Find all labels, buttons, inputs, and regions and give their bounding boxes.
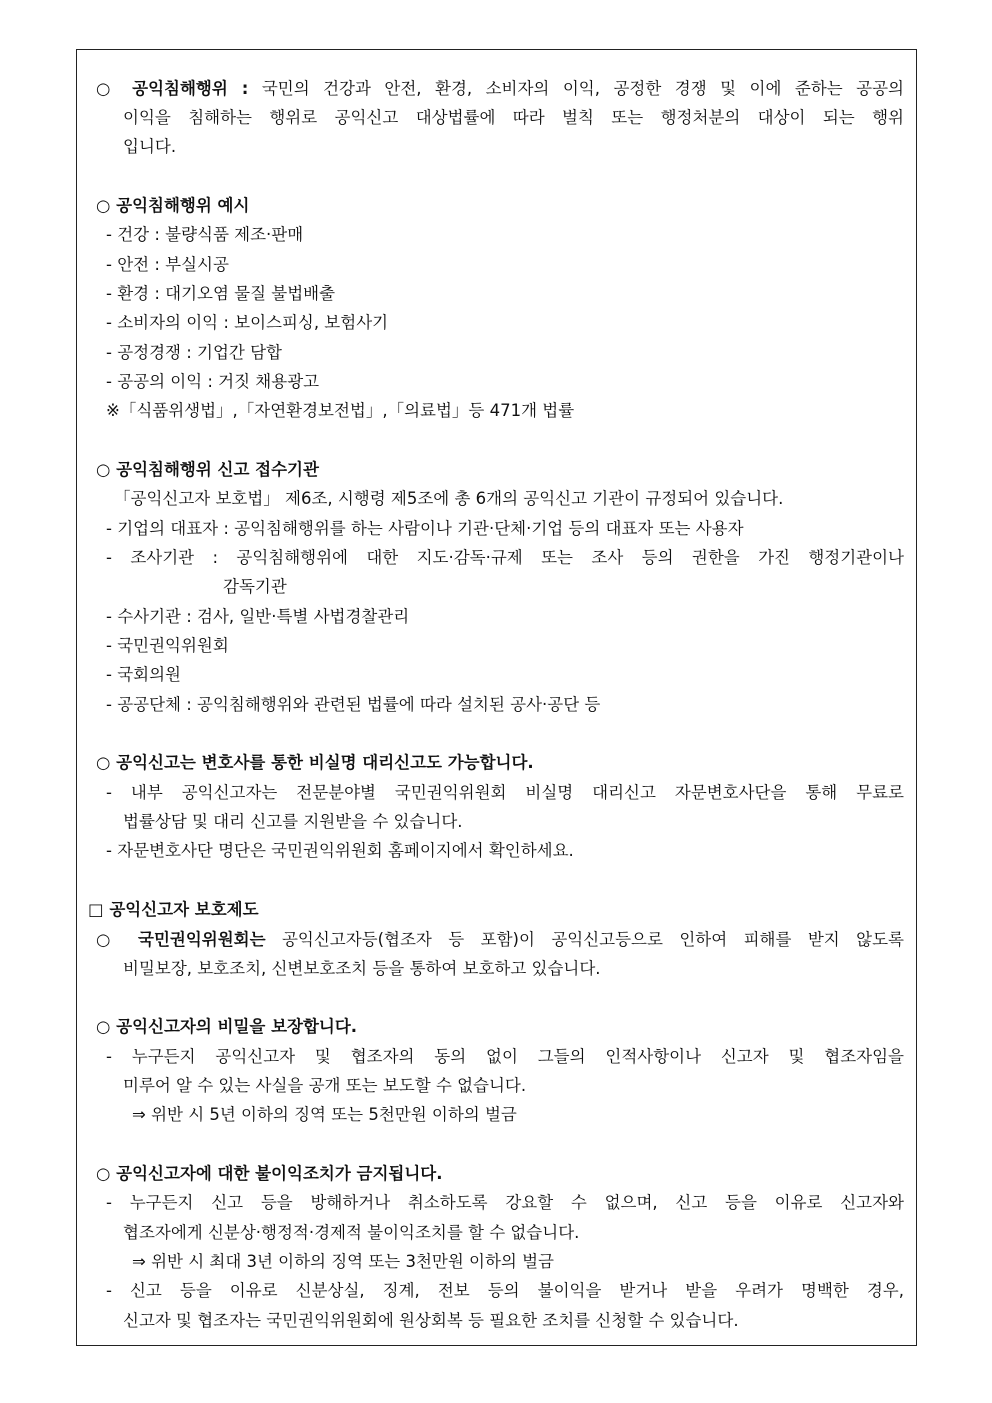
example-item: - 공정경쟁 : 기업간 담합 [106, 343, 282, 362]
retaliation-item: - 신고 등을 이유로 신분상실, 징계, 전보 등의 불이익을 받거나 받을 우려가 명백한 경우, [106, 1281, 904, 1300]
example-item: - 공공의 이익 : 거짓 채용광고 [106, 372, 320, 391]
protection-line-2: 비밀보장, 보호조치, 신변보호조치 등을 통하여 보호하고 있습니다. [123, 959, 601, 978]
protection-line-1: ○ 국민권익위원회는 공익신고자등(협조자 등 포함)이 공익신고등으로 인하여 피해를 받지 않도록 [96, 930, 904, 949]
retaliation-penalty: ⇒ 위반 시 최대 3년 이하의 징역 또는 3천만원 이하의 벌금 [132, 1252, 554, 1271]
confidentiality-penalty: ⇒ 위반 시 5년 이하의 징역 또는 5천만원 이하의 벌금 [132, 1105, 517, 1124]
retaliation-item-continuation: 신고자 및 협조자는 국민권익위원회에 원상회복 등 필요한 조치를 신청할 수 있습니다. [123, 1311, 739, 1330]
agency-item: - 국민권익위원회 [106, 636, 229, 655]
agencies-heading: ○ 공익침해행위 신고 접수기관 [96, 460, 319, 479]
proxy-report-item: - 자문변호사단 명단은 국민권익위원회 홈페이지에서 확인하세요. [106, 841, 574, 860]
definition-line-1: ○ 공익침해행위 : 국민의 건강과 안전, 환경, 소비자의 이익, 공정한 경쟁 및 이에 준하는 공공의 [96, 79, 904, 98]
definition-line-3: 입니다. [123, 137, 177, 156]
agency-item-continuation: 감독기관 [223, 577, 287, 596]
example-item: - 환경 : 대기오염 물질 불법배출 [106, 284, 336, 303]
examples-heading: ○ 공익침해행위 예시 [96, 196, 250, 215]
agency-item: - 기업의 대표자 : 공익침해행위를 하는 사람이나 기관·단체·기업 등의 대표자 또는 사용자 [106, 519, 744, 538]
example-item: - 소비자의 이익 : 보이스피싱, 보험사기 [106, 313, 389, 332]
bullet-marker: ○ [96, 79, 119, 98]
confidentiality-heading: ○ 공익신고자의 비밀을 보장합니다. [96, 1017, 358, 1036]
agency-item: - 수사기관 : 검사, 일반·특별 사법경찰관리 [106, 607, 410, 626]
example-item: - 건강 : 불량식품 제조·판매 [106, 225, 304, 244]
proxy-report-item-continuation: 법률상담 및 대리 신고를 지원받을 수 있습니다. [123, 812, 463, 831]
example-item: - 안전 : 부실시공 [106, 255, 229, 274]
retaliation-item: - 누구든지 신고 등을 방해하거나 취소하도록 강요할 수 없으며, 신고 등을 이유로 신고자와 [106, 1193, 904, 1212]
definition-term: 공익침해행위 : [132, 79, 249, 98]
agencies-intro: 「공익신고자 보호법」 제6조, 시행령 제5조에 총 6개의 공익신고 기관이 규정되어 있습니다. [114, 489, 784, 508]
protection-system-heading: □ 공익신고자 보호제도 [88, 900, 259, 919]
definition-line-2: 이익을 침해하는 행위로 공익신고 대상법률에 따라 벌칙 또는 행정처분의 대상이 되는 행위 [123, 108, 904, 127]
retaliation-item-continuation: 협조자에게 신분상·행정적·경제적 불이익조치를 할 수 없습니다. [123, 1223, 580, 1242]
confidentiality-item-continuation: 미루어 알 수 있는 사실을 공개 또는 보도할 수 없습니다. [123, 1076, 527, 1095]
agency-item: - 공공단체 : 공익침해행위와 관련된 법률에 따라 설치된 공사·공단 등 [106, 695, 601, 714]
agency-item: - 국회의원 [106, 665, 181, 684]
proxy-report-heading: ○ 공익신고는 변호사를 통한 비실명 대리신고도 가능합니다. [96, 753, 534, 772]
confidentiality-item: - 누구든지 공익신고자 및 협조자의 동의 없이 그들의 인적사항이나 신고자 및 협조자임을 [106, 1047, 904, 1066]
retaliation-heading: ○ 공익신고자에 대한 불이익조치가 금지됩니다. [96, 1164, 443, 1183]
laws-note: ※「식품위생법」,「자연환경보전법」,「의료법」등 471개 법률 [106, 401, 575, 420]
agency-item: - 조사기관 : 공익침해행위에 대한 지도·감독·규제 또는 조사 등의 권한을 가진 행정기관이나 [106, 548, 904, 567]
proxy-report-item: - 내부 공익신고자는 전문분야별 국민권익위원회 비실명 대리신고 자문변호사단을 통해 무료로 [106, 783, 904, 802]
